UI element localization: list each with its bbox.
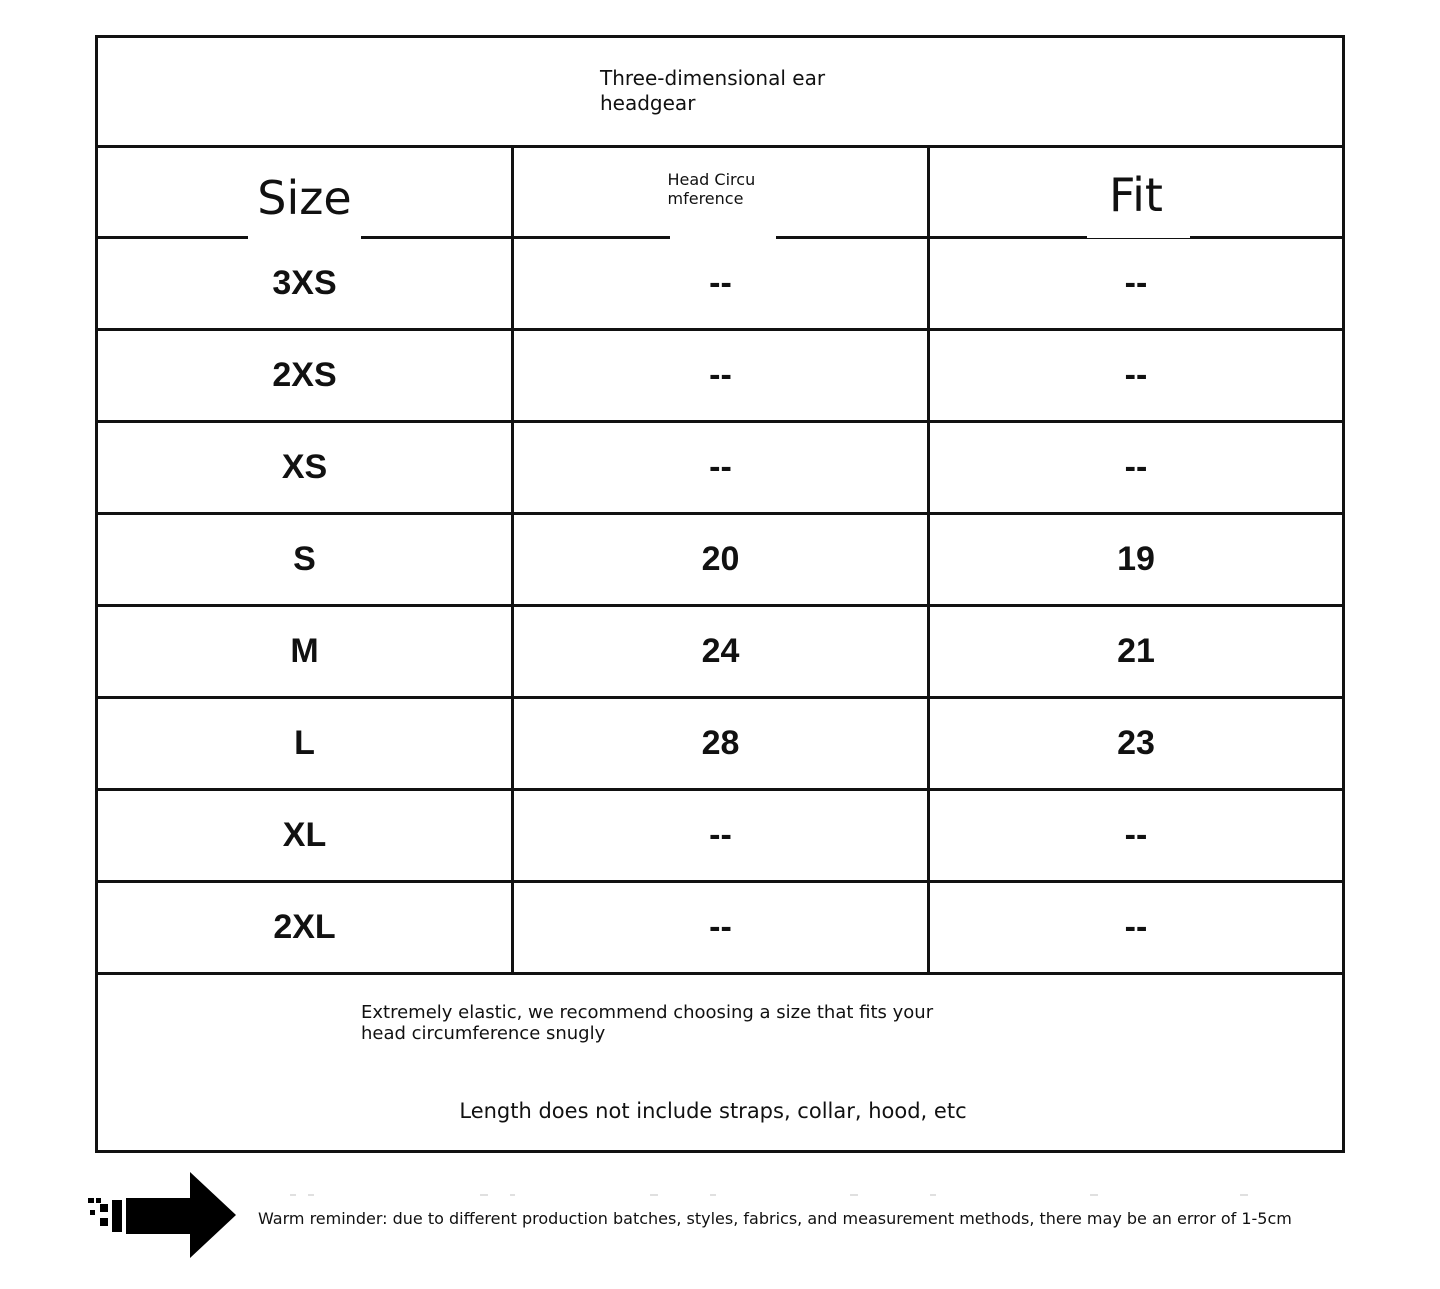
fit-cell: -- [1124,908,1148,946]
head-cell: -- [709,908,732,946]
size-cell: M [290,632,319,670]
header-underline-gap [1087,236,1190,238]
warm-reminder: Warm reminder: due to different production batches, styles, fabrics, and measurement methods, there may be an error of 1-5cm [258,1209,1292,1228]
size-cell: XS [281,448,328,486]
table-row [98,239,1342,331]
arrow-right-icon [86,1170,238,1260]
head-cell: -- [709,356,732,394]
length-note: Length does not include straps, collar, hood, etc [459,1099,967,1123]
table-row [98,515,1342,607]
dotted-divider [290,1193,1330,1197]
table-row [98,331,1342,423]
title-row [98,38,1342,148]
size-cell: L [294,724,315,762]
size-cell: S [293,540,316,578]
head-cell: -- [709,448,732,486]
head-cell: 20 [701,540,740,578]
fit-cell: -- [1124,816,1148,854]
header-head-cell [514,146,930,236]
size-cell: XL [282,816,327,854]
fit-cell: 19 [1117,540,1155,578]
fit-cell: 23 [1117,724,1155,762]
header-row [98,146,1342,239]
table-row [98,423,1342,515]
table-row [98,791,1342,883]
table-row [98,883,1342,975]
size-cell: 2XS [272,356,337,394]
header-head-circumference: Head Circu mference [667,170,756,208]
table-row [98,607,1342,699]
head-cell: -- [709,816,732,854]
header-fit-cell [930,146,1342,236]
head-cell: 28 [701,724,740,762]
table-row [98,699,1342,791]
notes-section [98,975,1342,1153]
head-cell: -- [709,264,732,302]
header-size-cell [98,146,514,236]
header-size: Size [257,171,352,225]
head-cell: 24 [701,632,740,670]
header-fit: Fit [1109,168,1163,222]
fit-cell: -- [1124,264,1148,302]
size-cell: 3XS [272,264,337,302]
size-cell: 2XL [273,908,336,946]
size-grid [98,146,1342,975]
fit-cell: 21 [1117,632,1155,670]
product-title: Three-dimensional ear headgear [600,66,826,115]
fit-cell: -- [1124,356,1148,394]
fit-cell: -- [1124,448,1148,486]
elastic-note: Extremely elastic, we recommend choosing a size that fits your head circumference snugly [361,1002,934,1044]
size-chart-table [95,35,1345,1153]
